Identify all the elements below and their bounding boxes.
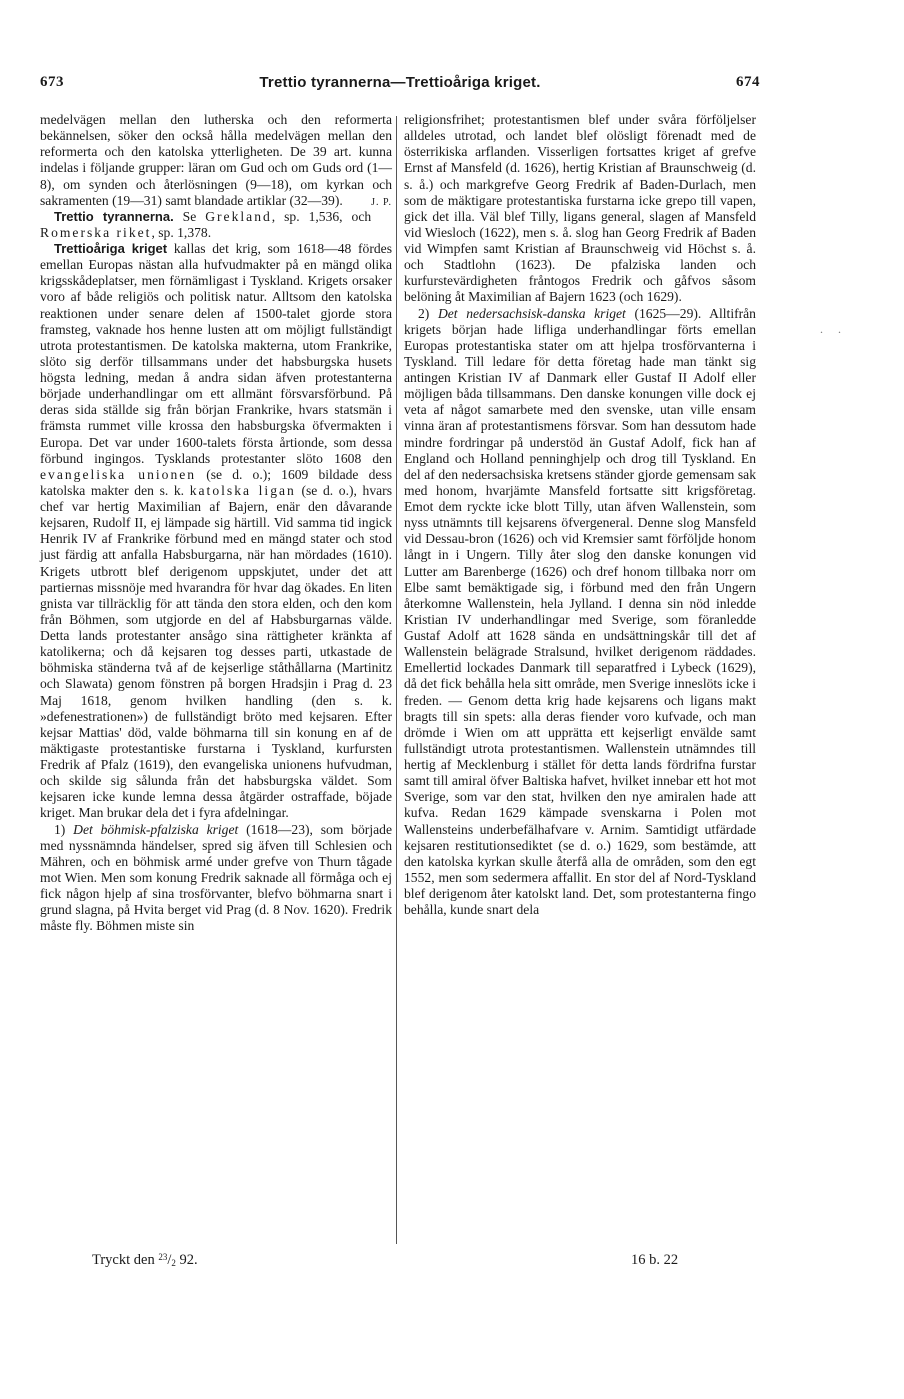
entry-text: Se bbox=[173, 208, 206, 224]
section-text: (1618—23), som började med nyssnämnda händelser, spred sig äfven till Schlesien och Mähren, och en böhmisk armé under grefve von Thurn tågade mot Wien. Men som konung Fredrik saknade all förmåga och ej fick någon hjelp af sina trosförvanter, blefvo böhmarna snart i grund slagna, på Hvita berget vid Prag (d. 8 Nov. 1620). Fredrik måste fly. Böhmen miste sin bbox=[40, 821, 392, 934]
left-column bbox=[40, 112, 392, 934]
section-number: 2) bbox=[418, 305, 438, 321]
column-divider bbox=[396, 116, 397, 1244]
cross-reference-romerska-riket: Romerska riket bbox=[40, 224, 152, 240]
entry-headword: Trettio tyrannerna. bbox=[54, 208, 174, 224]
entry-trettio-tyrannerna bbox=[40, 209, 392, 241]
print-date-label: Tryckt den bbox=[92, 1252, 159, 1268]
print-date-separator: / bbox=[167, 1252, 172, 1268]
section-text: (1625—29). Alltifrån krigets början hade lifliga underhandlingar förts emellan Europas protestantiska stater om att hjelpa trosförvanterna i Tyskland. Till ledare för detta företag hade man tänkt sig antingen Kristian IV af Danmark eller Gustaf II Adolf eller möjligen båda tillsammans. Den danske konungen ville dock ej veta af något samarbete med den svenske, utan ville ensam vinna äran af protestantismens försvar. Som han dessutom hade mindre fordringar på understöd än Gustaf Adolf, fick han af England och Holland penninghjelp och drog till Tyskland. En del af den nedersachsiska kretsens ständer gjorde gemensam sak med honom, hvarjämte Mansfeld fortsatte sitt krigsföretag. Emot dem ryckte icke blott Tilly, utan äfven Wallenstein, som nyss utnämnts till kejsarens öfvergeneral. Denne slog Mansfeld vid Dessau-bron (1626) och vid Kremsier samt förföljde honom långt in i Ungern. Tilly åter slog den danske konungen vid Lutter am Barenberge (1626) och dref honom tillbaka norr om Elbe samt bemäktigade sig, i förbund med den från Ungern återkomne Wallenstein, hela Jylland. I denna sin nöd inledde Kristian IV underhandlingar med Sverige, som föranledde Gustaf Adolf att 1628 sända en undsättningskår till det af Wallenstein belägrade Stralsund, hvilket derigenom räddades. Emellertid lockades Danmark till separatfred i Lybeck (1629), då det fick behålla hela sitt område, men Sverige inneslöts icke i freden. — Genom detta krig hade kejsarens och ligans makt bragts till sin spets: alla deras fiender voro kufvade, och man drömde i Wien om att upprätta ett kejserligt envälde samt fullständigt utrota protestantismen. Wallenstein utnämndes till hertig af Mecklenburg i stället för detta lands fördrifna furstar samt till amiral öfver Baltiska hafvet, hvilket innebar ett hot mot Sverige, som var den stat, hvilken den nye amiralen hade att kufva. Redan 1629 kämpade svenskarna i Polen mot Wallensteins underbefälhafvare v. Arnim. Samtidigt utfärdade kejsaren restitutionsediktet (se d. o.) 1629, som bestämde, att den katolska kyrkan skulle återfå alla de områden, som den egt 1552, men som sedermera affallit. En stor del af Nord-Tyskland blef derigenom åter katolskt land. Det, som protestanterna fingo behålla, kunde snart dela bbox=[404, 305, 756, 918]
section-title: Det nedersachsisk-danska kriget bbox=[437, 305, 626, 321]
print-date-month: 2 bbox=[171, 1258, 176, 1268]
author-signature: J. P. bbox=[371, 196, 392, 208]
sheet-signature: 16 b. 22 bbox=[631, 1252, 679, 1268]
paragraph-articles bbox=[40, 112, 392, 209]
print-date-year: 92. bbox=[175, 1252, 198, 1268]
section-nedersachsisk-danska bbox=[404, 306, 756, 919]
print-date bbox=[92, 1252, 198, 1269]
paragraph-text: medelvägen mellan den lutherska och den reformerta bekännelsen, söker den också hålla medelvägen mellan den reformerta och den katolska ytterligheten. De 39 art. kunna indelas i följande grupper: läran om Gud och om Guds ord (1—8), om synden och återlösningen (9—18), om kyrkan och sakramenten (19—31) samt blandade artiklar (32—39). bbox=[40, 112, 392, 208]
entry-text: (se d. o.), hvars chef var hertig Maximilian af Bajern, enär den dåvarande kejsaren, Rudolf II, ej lämpade sig härtill. Vid samma tid ingick Henrik IV af Frankrike förbund med en mängd stater och stod just färdig att anfalla Habsburgarna, när han mördades (1610). Krigets utbrott blef derigenom uppskjutet, under det att partiernas missnöje med hvarandra för hvar dag ökades. En liten gnista var tillräcklig för att tända den stora elden, och den kom från Böhmen, som utgjorde en del af Habsburgarnas välde. Detta lands protestanter ansågo sina rättigheter kränkta af katolikerna; och då kejsaren tog desses parti, utkastade de böhmiska ständerna två af de kejserlige ståthållarna (Martinitz och Slawata) genom fönstren på borgen Hradsjin i Prag d. 23 Maj 1618, genom hvilken handling (den s. k. »defenestrationen») de fullständigt bröto med kejsaren. Efter kejsar Mattias' död, valde böhmarna till sin konung en af de mäktigaste protestantiske furstarna i Tyskland, kurfursten Fredrik af Pfalz (1619), den evangeliska unionens hufvudman, och skilde sig sålunda från det habsburgska väldet. Som kejsaren icke kunde lemna dessa åtgärder ostraffade, böjade kriget. Man brukar dela det i fyra afdelningar. bbox=[40, 482, 392, 821]
section-number: 1) bbox=[54, 821, 74, 837]
entry-trettioariga-kriget bbox=[40, 241, 392, 822]
entry-text: (se d. o.); 1609 bildade dess katolska makter den s. k. bbox=[40, 466, 393, 498]
entry-text: , sp. 1,536, och bbox=[271, 208, 372, 224]
section-bohmisk-pfalziska bbox=[40, 822, 392, 935]
section-title: Det böhmisk-pfalziska kriget bbox=[73, 821, 239, 837]
page-header bbox=[40, 74, 760, 98]
entry-text: kallas det krig, som 1618—48 fördes emellan Europas nästan alla hufvudmakter på en mängd olika krigsskådeplatser, men förnämligast i Tyskland. Krigets orsaker voro af både religiös och politisk natur. Alltsom den katolska reaktionen under senare delen af 1500-talet gjorde stora framsteg, vaknade hos henne lusten att om möjligt fullständigt utrota protestantismen. De katolska makterna, utom Frankrike, slöto sig derför tillsammans under det habsburgska husets högsta ledning, medan å andra sidan äfven protestanterna började underhandlingar om ett allmänt försvarsförbund. På deras sida ställde sig från början Frankrike, hvars statsmän i främsta rummet ville krossa den habsburgska öfvermakten i Europa. Det var under 1600-talets första årtionde, som dessa förbund ingingos. Tysklands protestanter slöto 1608 den bbox=[40, 241, 392, 466]
page-number-right: 674 bbox=[736, 74, 760, 90]
cross-reference-katolska-ligan: katolska ligan bbox=[189, 482, 296, 498]
paragraph-continuation: religionsfrihet; protestantismen blef under svåra förföljelser alldeles utrotad, och landet blef olösligt förenadt med de österrikiska arflanden. Visserligen fortsattes kriget af grefve Ernst af Mansfeld (d. 1626), hertig Kristian af Braunschweig (d. s. å.) och markgrefve Georg Fredrik af Baden-Durlach, men som de mäktigare protestantiska furstarna icke grepo till vapen, gick det illa. Väl blef Tilly, ligans general, slagen af Mansfeld vid Wiesloch (1622), men s. å. slog han Georg Fredrik af Baden vid Wimpfen samt Kristian af Braunschweig vid Höchst s. å. och Stadtlohn (1623). De pfalziska landen och kurfurstevärdigheten fråntogos Fredrik och gåfvos såsom belöning åt Maximilian af Bajern 1623 (och 1629). bbox=[404, 112, 756, 305]
cross-reference-evangeliska-unionen: evangeliska unionen bbox=[40, 466, 197, 482]
print-date-day: 23 bbox=[158, 1252, 168, 1262]
margin-mark: . . bbox=[820, 322, 847, 336]
running-title: Trettio tyrannerna—Trettioåriga kriget. bbox=[259, 74, 541, 91]
entry-text: , sp. 1,378. bbox=[151, 224, 212, 240]
cross-reference-grekland: Grekland bbox=[205, 208, 272, 224]
page-number-left: 673 bbox=[40, 74, 64, 90]
right-column bbox=[404, 112, 756, 918]
entry-headword: Trettioåriga kriget bbox=[54, 241, 168, 256]
